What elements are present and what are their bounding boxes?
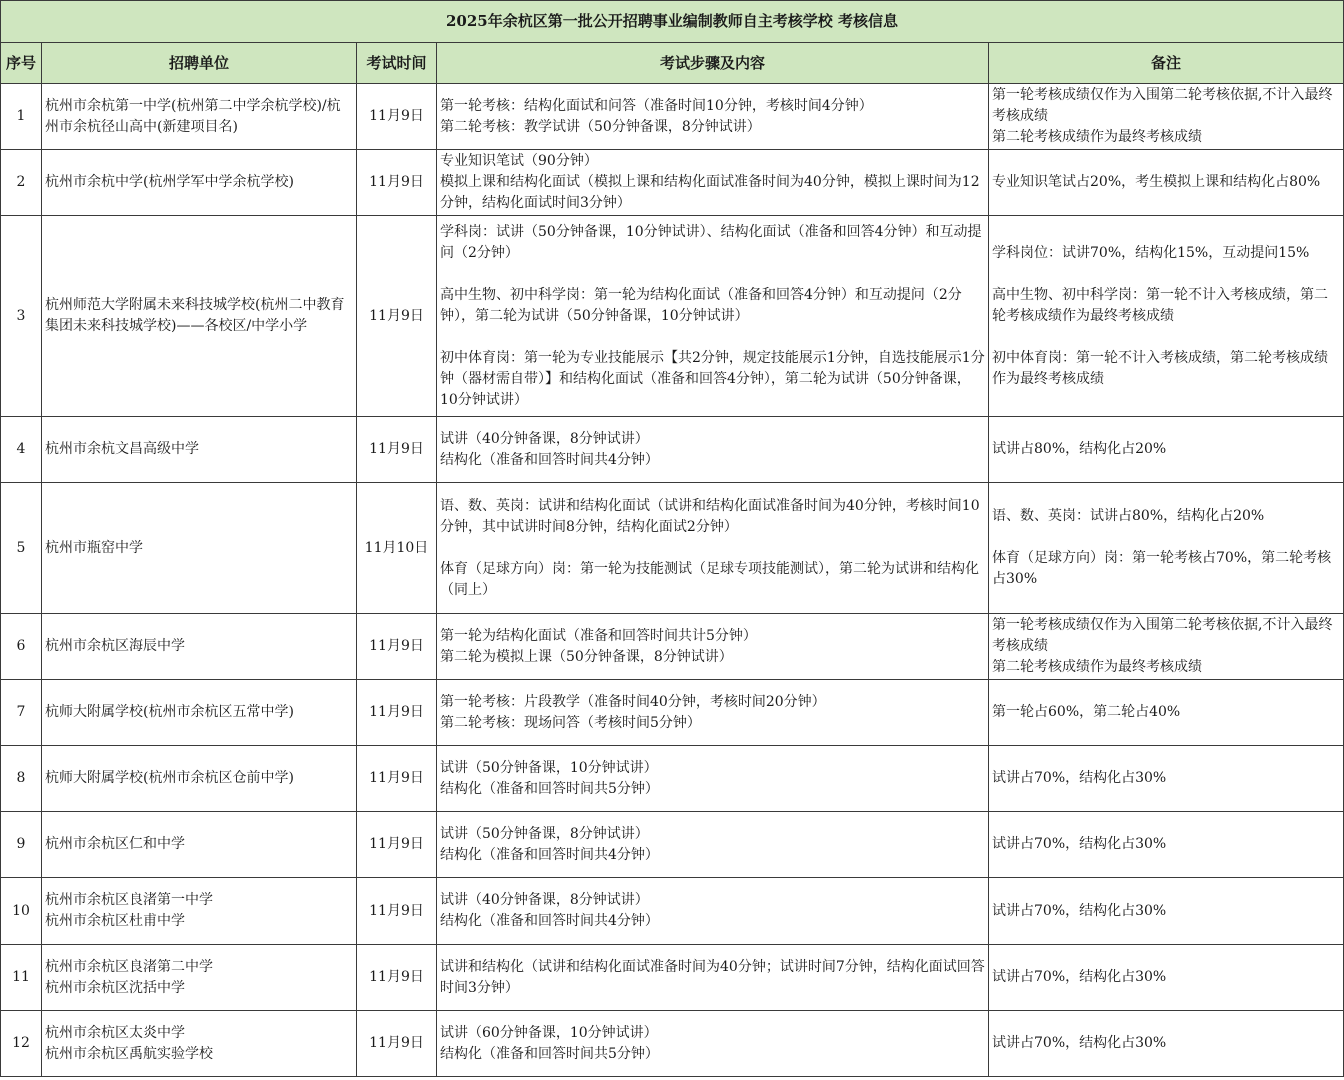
cell-seq: 8 bbox=[1, 746, 42, 812]
content-paragraph bbox=[440, 285, 985, 327]
header-seq: 序号 bbox=[1, 43, 42, 84]
cell-content bbox=[437, 216, 989, 417]
content-paragraph bbox=[440, 957, 985, 999]
note-line: 第一轮考核成绩仅作为入围第二轮考核依据,不计入最终考核成绩 bbox=[992, 87, 1333, 124]
note-line: 第一轮占60%，第二轮占40% bbox=[992, 704, 1181, 720]
unit-line: 杭州市余杭区良渚第二中学 bbox=[45, 958, 213, 975]
table-row bbox=[1, 680, 1344, 746]
content-paragraph bbox=[440, 890, 985, 932]
note-line: 初中体育岗：第一轮不计入考核成绩，第二轮考核成绩作为最终考核成绩 bbox=[992, 349, 1328, 387]
note-line: 试讲占70%，结构化占30% bbox=[992, 1035, 1167, 1051]
content-line: 第二轮考核：现场问答（考核时间5分钟） bbox=[440, 714, 701, 731]
cell-note bbox=[989, 1011, 1344, 1077]
cell-unit bbox=[42, 1011, 357, 1077]
content-line: 第一轮考核：结构化面试和问答（准备时间10分钟，考核时间4分钟） bbox=[440, 97, 873, 114]
unit-line: 杭州市余杭区良渚第一中学 bbox=[45, 892, 213, 908]
note-paragraph bbox=[992, 285, 1340, 327]
content-line: 第二轮为模拟上课（50分钟备课，8分钟试讲） bbox=[440, 648, 733, 665]
content-paragraph bbox=[440, 758, 985, 800]
note-paragraph bbox=[992, 506, 1340, 527]
content-paragraph bbox=[440, 559, 985, 601]
table-row bbox=[1, 614, 1344, 680]
unit-line: 杭州市余杭区太炎中学 bbox=[45, 1024, 185, 1041]
cell-unit bbox=[42, 84, 357, 150]
header-note: 备注 bbox=[989, 43, 1344, 84]
note-line: 学科岗位：试讲70%，结构化15%，互动提问15% bbox=[992, 244, 1310, 261]
cell-note bbox=[989, 483, 1344, 614]
cell-unit bbox=[42, 746, 357, 812]
header-unit: 招聘单位 bbox=[42, 43, 357, 84]
table-body bbox=[1, 84, 1344, 1077]
unit-line: 杭州师范大学附属未来科技城学校(杭州二中教育集团未来科技城学校)——各校区/中学小学 bbox=[45, 297, 345, 334]
content-line: 专业知识笔试（90分钟） bbox=[440, 153, 598, 169]
cell-note bbox=[989, 746, 1344, 812]
unit-line: 杭州市余杭文昌高级中学 bbox=[45, 441, 199, 457]
cell-seq: 11 bbox=[1, 945, 42, 1011]
content-line: 试讲和结构化（试讲和结构化面试准备时间为40分钟；试讲时间7分钟，结构化面试回答时间3分钟） bbox=[440, 958, 985, 996]
cell-time: 11月9日 bbox=[357, 150, 437, 216]
content-paragraph bbox=[440, 1023, 985, 1065]
content-line: 第二轮考核：教学试讲（50分钟备课，8分钟试讲） bbox=[440, 118, 761, 135]
unit-line: 杭州市余杭中学(杭州学军中学余杭学校) bbox=[45, 174, 294, 190]
cell-unit bbox=[42, 150, 357, 216]
content-line: 高中生物、初中科学岗：第一轮为结构化面试（准备和回答4分钟）和互动提问（2分钟），第二轮为试讲（50分钟备课，10分钟试讲） bbox=[440, 286, 962, 324]
header-time: 考试时间 bbox=[357, 43, 437, 84]
cell-note bbox=[989, 150, 1344, 216]
content-paragraph bbox=[440, 626, 985, 668]
unit-line: 杭州市余杭区海辰中学 bbox=[45, 638, 185, 654]
cell-time: 11月9日 bbox=[357, 945, 437, 1011]
content-paragraph bbox=[440, 692, 985, 734]
note-line: 第二轮考核成绩作为最终考核成绩 bbox=[992, 659, 1202, 675]
note-line: 语、数、英岗：试讲占80%，结构化占20% bbox=[992, 508, 1265, 524]
note-paragraph bbox=[992, 615, 1340, 678]
cell-time: 11月9日 bbox=[357, 680, 437, 746]
content-paragraph bbox=[440, 496, 985, 538]
content-paragraph bbox=[440, 222, 985, 264]
header-content: 考试步骤及内容 bbox=[437, 43, 989, 84]
note-paragraph bbox=[992, 702, 1340, 723]
content-line: 结构化（准备和回答时间共4分钟） bbox=[440, 913, 659, 929]
note-paragraph bbox=[992, 85, 1340, 148]
cell-content bbox=[437, 417, 989, 483]
cell-unit bbox=[42, 812, 357, 878]
cell-content bbox=[437, 483, 989, 614]
table-row bbox=[1, 746, 1344, 812]
note-line: 试讲占70%，结构化占30% bbox=[992, 902, 1167, 919]
cell-seq: 12 bbox=[1, 1011, 42, 1077]
note-paragraph bbox=[992, 901, 1340, 922]
table-row bbox=[1, 216, 1344, 417]
cell-content bbox=[437, 150, 989, 216]
unit-line: 杭师大附属学校(杭州市余杭区仓前中学) bbox=[45, 770, 294, 786]
content-line: 结构化（准备和回答时间共5分钟） bbox=[440, 1045, 659, 1062]
table-row bbox=[1, 84, 1344, 150]
cell-note bbox=[989, 84, 1344, 150]
content-paragraph bbox=[440, 824, 985, 866]
cell-seq: 3 bbox=[1, 216, 42, 417]
cell-unit bbox=[42, 614, 357, 680]
note-line: 试讲占70%，结构化占30% bbox=[992, 969, 1167, 985]
note-paragraph bbox=[992, 768, 1340, 789]
table-row bbox=[1, 150, 1344, 216]
cell-note bbox=[989, 878, 1344, 945]
cell-content bbox=[437, 1011, 989, 1077]
note-paragraph bbox=[992, 967, 1340, 988]
cell-seq: 7 bbox=[1, 680, 42, 746]
note-paragraph bbox=[992, 243, 1340, 264]
note-line: 试讲占70%，结构化占30% bbox=[992, 770, 1167, 786]
note-paragraph bbox=[992, 348, 1340, 390]
content-line: 试讲（40分钟备课，8分钟试讲） bbox=[440, 430, 649, 447]
cell-content bbox=[437, 614, 989, 680]
table-row bbox=[1, 878, 1344, 945]
content-paragraph bbox=[440, 348, 985, 411]
cell-note bbox=[989, 417, 1344, 483]
content-line: 结构化（准备和回答时间共4分钟） bbox=[440, 451, 659, 468]
content-paragraph bbox=[440, 429, 985, 471]
cell-unit bbox=[42, 680, 357, 746]
cell-content bbox=[437, 878, 989, 945]
cell-unit bbox=[42, 417, 357, 483]
table-row bbox=[1, 945, 1344, 1011]
cell-time: 11月9日 bbox=[357, 878, 437, 945]
content-line: 第一轮为结构化面试（准备和回答时间共计5分钟） bbox=[440, 627, 757, 644]
table-row bbox=[1, 812, 1344, 878]
cell-unit bbox=[42, 483, 357, 614]
content-line: 结构化（准备和回答时间共5分钟） bbox=[440, 780, 659, 797]
table-title: 2025年余杭区第一批公开招聘事业编制教师自主考核学校 考核信息 bbox=[1, 1, 1344, 43]
content-paragraph bbox=[440, 151, 985, 214]
content-line: 结构化（准备和回答时间共4分钟） bbox=[440, 846, 659, 863]
unit-line: 杭师大附属学校(杭州市余杭区五常中学) bbox=[45, 704, 294, 720]
content-line: 试讲（60分钟备课，10分钟试讲） bbox=[440, 1024, 658, 1041]
cell-time: 11月9日 bbox=[357, 746, 437, 812]
cell-note bbox=[989, 680, 1344, 746]
content-line: 试讲（50分钟备课，8分钟试讲） bbox=[440, 825, 649, 842]
content-line: 初中体育岗：第一轮为专业技能展示【共2分钟，规定技能展示1分钟，自选技能展示1分钟（器材需自带）】和结构化面试（准备和回答4分钟），第二轮为试讲（50分钟备课，10分钟试讲） bbox=[440, 349, 985, 408]
table-row bbox=[1, 483, 1344, 614]
content-line: 体育（足球方向）岗：第一轮为技能测试（足球专项技能测试），第二轮为试讲和结构化（同上） bbox=[440, 560, 979, 598]
note-line: 体育（足球方向）岗：第一轮考核占70%，第二轮考核占30% bbox=[992, 550, 1332, 587]
unit-line: 杭州市余杭区禹航实验学校 bbox=[45, 1045, 213, 1062]
content-line: 模拟上课和结构化面试（模拟上课和结构化面试准备时间为40分钟，模拟上课时间为12分钟，结构化面试时间3分钟） bbox=[440, 174, 980, 211]
unit-line: 杭州市余杭区沈括中学 bbox=[45, 979, 185, 996]
cell-note bbox=[989, 812, 1344, 878]
cell-time: 11月9日 bbox=[357, 216, 437, 417]
content-line: 学科岗：试讲（50分钟备课，10分钟试讲）、结构化面试（准备和回答4分钟）和互动提问（2分钟） bbox=[440, 223, 982, 261]
unit-line: 杭州市余杭第一中学(杭州第二中学余杭学校)/杭州市余杭径山高中(新建项目名) bbox=[45, 97, 341, 135]
cell-unit bbox=[42, 878, 357, 945]
note-paragraph bbox=[992, 834, 1340, 855]
note-paragraph bbox=[992, 548, 1340, 590]
cell-unit bbox=[42, 945, 357, 1011]
note-paragraph bbox=[992, 439, 1340, 460]
cell-note bbox=[989, 945, 1344, 1011]
table-row bbox=[1, 1011, 1344, 1077]
unit-line: 杭州市瓶窑中学 bbox=[45, 539, 143, 556]
cell-seq: 10 bbox=[1, 878, 42, 945]
cell-time: 11月9日 bbox=[357, 417, 437, 483]
unit-line: 杭州市余杭区仁和中学 bbox=[45, 836, 185, 852]
content-line: 第一轮考核：片段教学（准备时间40分钟，考核时间20分钟） bbox=[440, 693, 826, 710]
cell-content bbox=[437, 746, 989, 812]
cell-content bbox=[437, 84, 989, 150]
cell-seq: 5 bbox=[1, 483, 42, 614]
content-line: 试讲（50分钟备课，10分钟试讲） bbox=[440, 759, 658, 776]
note-line: 第一轮考核成绩仅作为入围第二轮考核依据,不计入最终考核成绩 bbox=[992, 617, 1333, 654]
cell-seq: 6 bbox=[1, 614, 42, 680]
cell-seq: 9 bbox=[1, 812, 42, 878]
cell-time: 11月9日 bbox=[357, 1011, 437, 1077]
cell-seq: 1 bbox=[1, 84, 42, 150]
content-line: 试讲（40分钟备课，8分钟试讲） bbox=[440, 892, 649, 908]
cell-time: 11月10日 bbox=[357, 483, 437, 614]
table-title-row bbox=[1, 1, 1344, 43]
note-paragraph bbox=[992, 1033, 1340, 1054]
cell-time: 11月9日 bbox=[357, 812, 437, 878]
cell-content bbox=[437, 680, 989, 746]
note-line: 第二轮考核成绩作为最终考核成绩 bbox=[992, 129, 1202, 145]
cell-time: 11月9日 bbox=[357, 84, 437, 150]
unit-line: 杭州市余杭区杜甫中学 bbox=[45, 913, 185, 929]
cell-note bbox=[989, 614, 1344, 680]
table-row bbox=[1, 417, 1344, 483]
cell-content bbox=[437, 945, 989, 1011]
note-line: 试讲占80%，结构化占20% bbox=[992, 441, 1167, 457]
note-line: 试讲占70%，结构化占30% bbox=[992, 836, 1167, 852]
cell-note bbox=[989, 216, 1344, 417]
note-line: 专业知识笔试占20%，考生模拟上课和结构化占80% bbox=[992, 174, 1321, 190]
content-line: 语、数、英岗：试讲和结构化面试（试讲和结构化面试准备时间为40分钟，考核时间10分钟，其中试讲时间8分钟，结构化面试2分钟） bbox=[440, 497, 980, 535]
cell-time: 11月9日 bbox=[357, 614, 437, 680]
content-paragraph bbox=[440, 96, 985, 138]
table-header-row bbox=[1, 43, 1344, 84]
note-paragraph bbox=[992, 172, 1340, 193]
cell-unit bbox=[42, 216, 357, 417]
cell-content bbox=[437, 812, 989, 878]
note-line: 高中生物、初中科学岗：第一轮不计入考核成绩，第二轮考核成绩作为最终考核成绩 bbox=[992, 286, 1328, 324]
cell-seq: 4 bbox=[1, 417, 42, 483]
cell-seq: 2 bbox=[1, 150, 42, 216]
